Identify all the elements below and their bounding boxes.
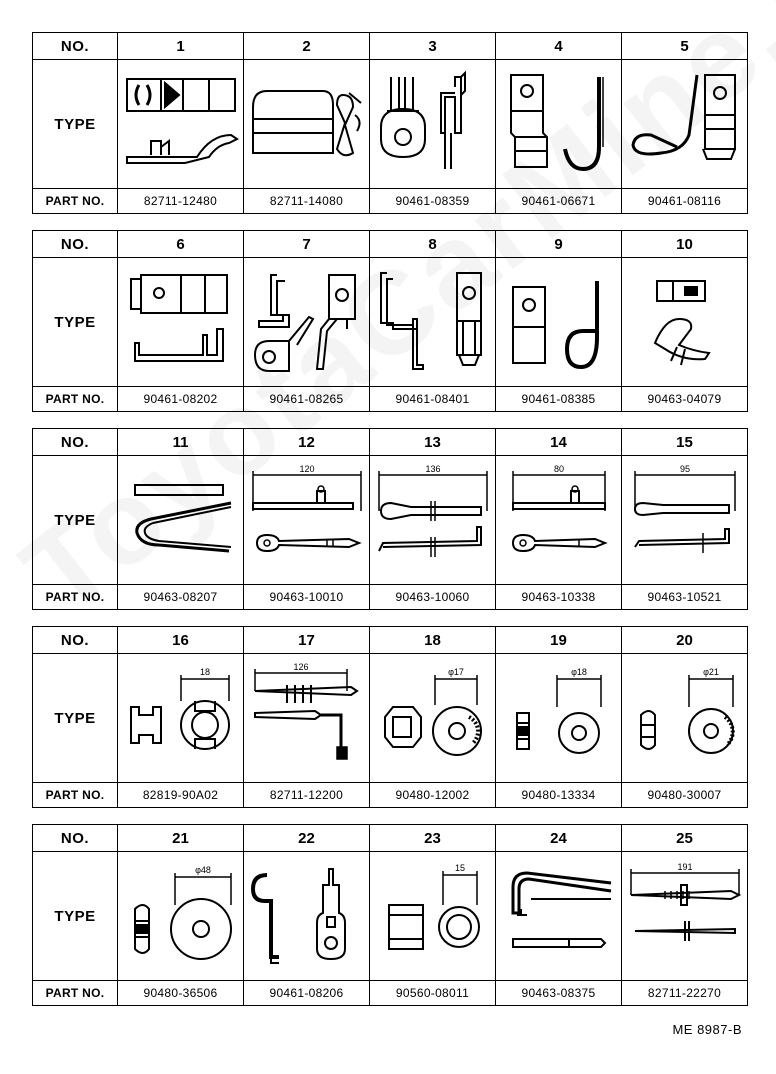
reference-code: ME 8987-B	[672, 1022, 742, 1037]
part-number: 82711-12200	[244, 783, 370, 808]
part-drawing	[622, 852, 748, 981]
item-no: 5	[622, 33, 748, 60]
part-drawing	[622, 456, 748, 585]
item-no: 18	[370, 627, 496, 654]
header-no: NO.	[33, 429, 118, 456]
part-number: 82711-12480	[118, 189, 244, 214]
part-drawing	[244, 456, 370, 585]
item-no: 24	[496, 825, 622, 852]
parts-table-3	[32, 428, 748, 610]
part-drawing	[370, 60, 496, 189]
header-part-no: PART NO.	[33, 189, 118, 214]
part-drawing	[118, 60, 244, 189]
part-drawing	[118, 654, 244, 783]
item-no: 25	[622, 825, 748, 852]
part-number: 90461-08265	[244, 387, 370, 412]
header-no: NO.	[33, 33, 118, 60]
item-no: 6	[118, 231, 244, 258]
part-number: 82711-22270	[622, 981, 748, 1006]
dimension-label: 15	[454, 862, 465, 873]
item-no: 16	[118, 627, 244, 654]
part-drawing	[622, 654, 748, 783]
header-part-no: PART NO.	[33, 387, 118, 412]
dimension-label: φ18	[570, 666, 587, 677]
item-no: 2	[244, 33, 370, 60]
item-no: 3	[370, 33, 496, 60]
part-drawing	[622, 258, 748, 387]
item-no: 11	[118, 429, 244, 456]
item-no: 9	[496, 231, 622, 258]
header-type: TYPE	[33, 60, 118, 189]
part-number: 90461-08202	[118, 387, 244, 412]
part-number: 90463-10521	[622, 585, 748, 610]
dimension-label: φ17	[447, 666, 464, 677]
header-part-no: PART NO.	[33, 981, 118, 1006]
part-number: 90480-36506	[118, 981, 244, 1006]
part-drawing	[370, 654, 496, 783]
part-drawing	[370, 258, 496, 387]
item-no: 7	[244, 231, 370, 258]
part-number: 90463-08375	[496, 981, 622, 1006]
part-number: 82711-14080	[244, 189, 370, 214]
part-number: 90463-04079	[622, 387, 748, 412]
item-no: 22	[244, 825, 370, 852]
item-no: 8	[370, 231, 496, 258]
dimension-label: 95	[679, 463, 690, 474]
part-number: 90461-08401	[370, 387, 496, 412]
part-number: 82819-90A02	[118, 783, 244, 808]
parts-table-2	[32, 230, 748, 412]
part-number: 90463-08207	[118, 585, 244, 610]
part-drawing	[244, 60, 370, 189]
header-type: TYPE	[33, 456, 118, 585]
part-number: 90480-30007	[622, 783, 748, 808]
part-number: 90463-10060	[370, 585, 496, 610]
part-number: 90461-08116	[622, 189, 748, 214]
dimension-label: 120	[298, 463, 315, 474]
part-drawing	[244, 654, 370, 783]
part-number: 90480-13334	[496, 783, 622, 808]
item-no: 1	[118, 33, 244, 60]
part-drawing	[118, 456, 244, 585]
dimension-label: 191	[676, 861, 693, 872]
header-part-no: PART NO.	[33, 585, 118, 610]
part-drawing	[496, 60, 622, 189]
item-no: 23	[370, 825, 496, 852]
header-type: TYPE	[33, 852, 118, 981]
parts-table-1	[32, 32, 748, 214]
item-no: 15	[622, 429, 748, 456]
part-drawing	[496, 654, 622, 783]
header-no: NO.	[33, 231, 118, 258]
dimension-label: 18	[199, 666, 210, 677]
item-no: 12	[244, 429, 370, 456]
part-drawing	[370, 852, 496, 981]
item-no: 21	[118, 825, 244, 852]
dimension-label: φ21	[702, 666, 719, 677]
part-number: 90461-06671	[496, 189, 622, 214]
item-no: 19	[496, 627, 622, 654]
header-no: NO.	[33, 825, 118, 852]
part-number: 90461-08359	[370, 189, 496, 214]
item-no: 20	[622, 627, 748, 654]
part-number: 90463-10338	[496, 585, 622, 610]
part-drawing	[496, 852, 622, 981]
item-no: 10	[622, 231, 748, 258]
part-drawing	[244, 258, 370, 387]
part-drawing	[244, 852, 370, 981]
part-number: 90461-08206	[244, 981, 370, 1006]
dimension-label: 136	[424, 463, 441, 474]
header-type: TYPE	[33, 654, 118, 783]
part-number: 90560-08011	[370, 981, 496, 1006]
dimension-label: 80	[553, 463, 564, 474]
item-no: 13	[370, 429, 496, 456]
dimension-label: 126	[292, 661, 309, 672]
item-no: 17	[244, 627, 370, 654]
part-drawing	[118, 258, 244, 387]
header-part-no: PART NO.	[33, 783, 118, 808]
part-drawing	[496, 258, 622, 387]
part-number: 90461-08385	[496, 387, 622, 412]
dimension-label: φ48	[194, 864, 211, 875]
part-number: 90480-12002	[370, 783, 496, 808]
part-drawing	[622, 60, 748, 189]
header-no: NO.	[33, 627, 118, 654]
item-no: 14	[496, 429, 622, 456]
part-drawing	[496, 456, 622, 585]
item-no: 4	[496, 33, 622, 60]
part-number: 90463-10010	[244, 585, 370, 610]
part-drawing	[370, 456, 496, 585]
part-drawing	[118, 852, 244, 981]
parts-table-4	[32, 626, 748, 808]
parts-table-5	[32, 824, 748, 1006]
header-type: TYPE	[33, 258, 118, 387]
